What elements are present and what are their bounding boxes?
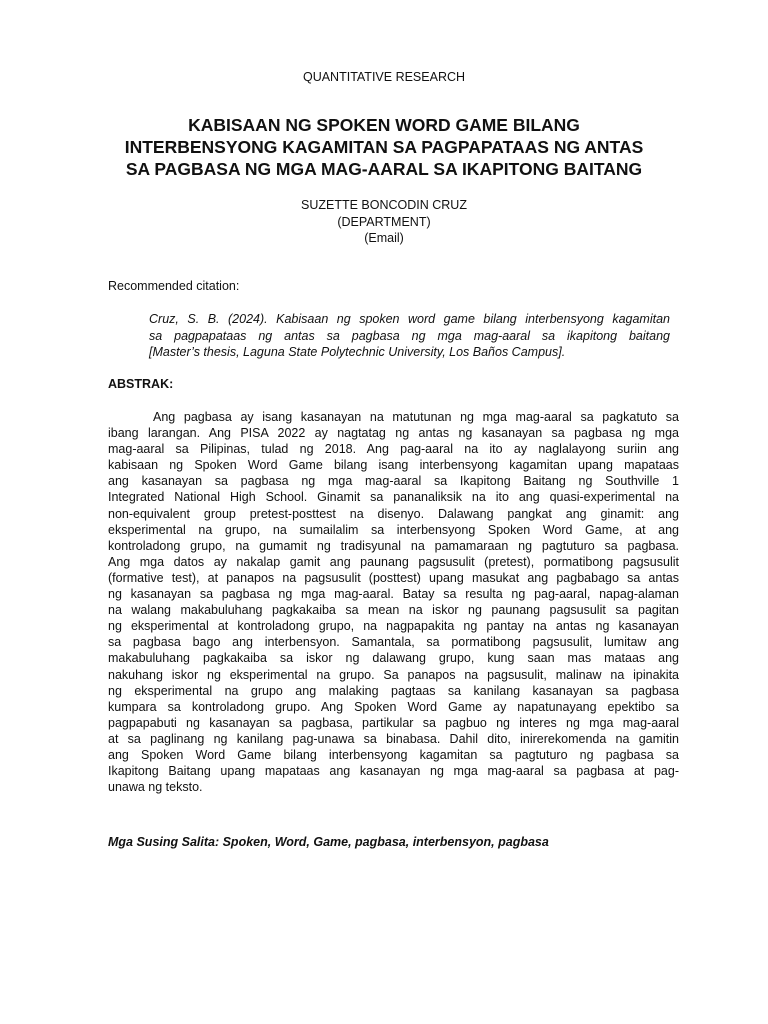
abstract-line: pagpapabuti ng kasanayan sa pagbasa, partikular sa pagbuo ng interes ng mga mag-aaral xyxy=(108,715,679,730)
abstract-line: ang Spoken Word Game bilang interbensyong kagamitan sa pagtuturo ng pagbasa sa xyxy=(108,747,679,762)
citation-label: Recommended citation: xyxy=(108,279,240,293)
citation-line: [Master’s thesis, Laguna State Polytechnic University, Los Baños Campus]. xyxy=(149,345,566,359)
abstract-line: at sa paglinang ng kanilang pag-unawa sa binabasa. Dahil dito, inirerekomenda na gamitin xyxy=(108,731,679,746)
abstract-line: ng eksperimental na grupo ang malaking pagtaas sa kanilang kasanayan sa pagbasa xyxy=(108,683,679,698)
abstract-line: (formative test), at panapos na pagsusulit (posttest) upang masukat ang pagbabago sa antas xyxy=(108,570,679,585)
abstract-body xyxy=(108,409,679,795)
author-department: (DEPARTMENT) xyxy=(337,214,431,229)
abstract-line: non-equivalent group pretest-posttest na disenyo. Dalawang pangkat ang ginamit: ang xyxy=(108,506,679,521)
title-line: INTERBENSYONG KAGAMITAN SA PAGPAPATAAS NG ANTAS xyxy=(124,137,644,157)
title-line: KABISAAN NG SPOKEN WORD GAME BILANG xyxy=(188,115,580,135)
abstract-line: kumpara sa kontroladong grupo. Ang Spoken Word Game ay napatunayang epektibo sa xyxy=(108,699,679,714)
keywords: Mga Susing Salita: Spoken, Word, Game, pagbasa, interbensyon, pagbasa xyxy=(108,835,549,849)
abstract-line: ng kasanayan sa pagbasa ng mga mag-aaral. Batay sa resulta ng pag-aaral, napag-alaman xyxy=(108,587,679,602)
citation-line: sa pagpapataas ng antas sa pagbasa ng mga mag-aaral sa ikapitong baitang xyxy=(149,328,670,343)
abstract-line: ang kasanayan sa pagbasa ng mga mag-aaral sa Ikapitong Baitang ng Southville 1 xyxy=(108,474,679,489)
abstract-line: eksperimental na grupo, na sumailalim sa interbensyong Spoken Word Game, at ang xyxy=(108,522,679,537)
abstract-line: kabisaan ng Spoken Word Game bilang isang interbensyong kagamitan upang mapataas xyxy=(108,458,679,473)
paper-title xyxy=(60,114,708,180)
title-line: SA PAGBASA NG MGA MAG-AARAL SA IKAPITONG BAITANG xyxy=(125,159,643,179)
abstract-line: kontroladong grupo, na gumamit ng tradisyunal na pamamaraan ng pagtuturo sa pagbasa. xyxy=(108,538,679,553)
abstract-line: makabuluhang pagkakaiba sa iskor ng dalawang grupo, kung saan mas mataas ang xyxy=(108,651,679,666)
abstract-line: Ang pagbasa ay isang kasanayan na matutunan ng mga mag-aaral sa pagkatuto sa xyxy=(153,410,679,424)
abstract-line: Integrated National High School. Ginamit sa pananaliksik na ito ang quasi-experimental na xyxy=(108,490,679,505)
citation-line: Cruz, S. B. (2024). Kabisaan ng spoken word game bilang interbensyong kagamitan xyxy=(149,312,670,326)
author-name: SUZETTE BONCODIN CRUZ xyxy=(301,198,467,212)
abstract-line: unawa ng teksto. xyxy=(108,780,203,795)
abstract-line: Ikapitong Baitang upang mapataas ang kasanayan ng mga mag-aaral sa pagbasa at pag- xyxy=(108,764,679,779)
abstract-heading: ABSTRAK: xyxy=(108,377,174,391)
research-type-label: QUANTITATIVE RESEARCH xyxy=(302,70,466,84)
abstract-line: ng eksperimental at kontroladong grupo, na nagpapakita ng pantay na antas ng kasanayan xyxy=(108,619,679,634)
abstract-line: sa pagbasa bago ang interbensyon. Samantala, sa pormatibong pagsusulit, lumitaw ang xyxy=(108,635,679,650)
citation-text xyxy=(149,311,670,361)
abstract-line: ibang larangan. Ang PISA 2022 ay nagtatag ng antas ng kasanayan sa pagbasa ng mga xyxy=(108,426,679,441)
author-block xyxy=(0,197,768,247)
author-email: (Email) xyxy=(364,231,404,245)
abstract-line: nakuhang iskor ng eksperimental na grupo. Sa panapos na pagsusulit, malinaw na ipinakita xyxy=(108,667,679,682)
abstract-line: mag-aaral sa Pilipinas, tulad ng 2018. Ang pag-aaral na ito ay naglalayong suriin ang xyxy=(108,442,679,457)
abstract-line: Ang mga datos ay nakalap gamit ang paunang pagsusulit (pretest), pormatibong pagsusulit xyxy=(108,554,679,569)
abstract-line: na walang makabuluhang pagkakaiba sa mean na iskor ng paunang pagsusulit sa pagitan xyxy=(108,603,679,618)
